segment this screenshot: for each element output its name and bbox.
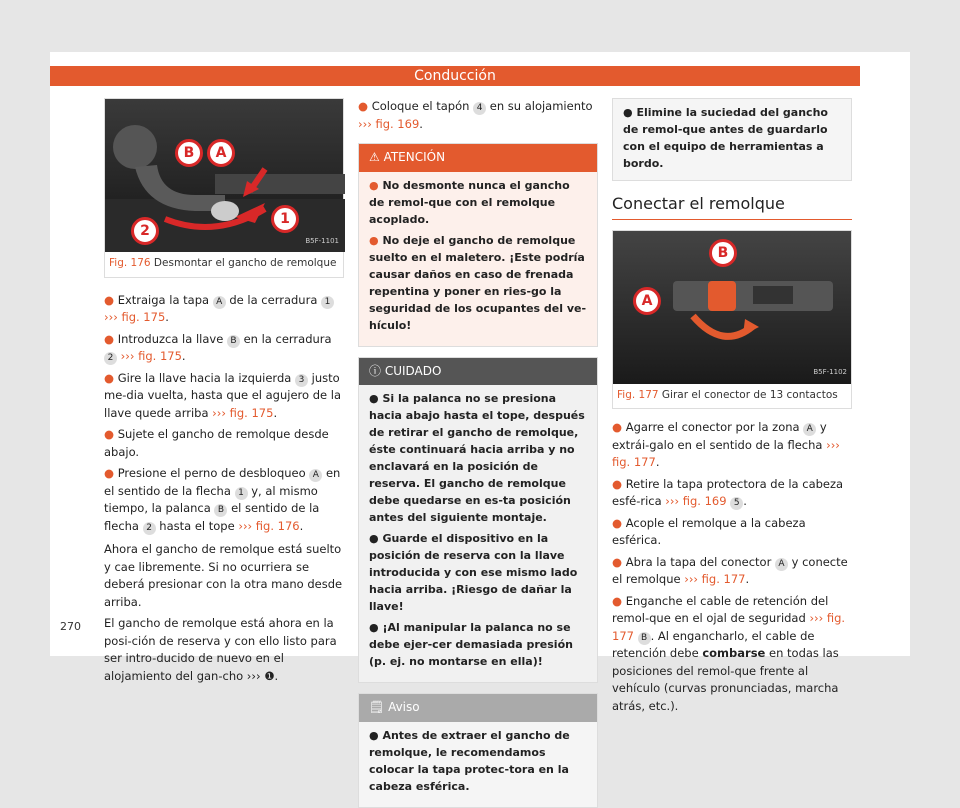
caution-title: ⓘ CUIDADO [359,358,597,386]
paragraph-2: El gancho de remolque está ahora en la posi-ción de reserva y con ello listo para ser intro-ducido de nuevo en el alojamiento del gan-cho ››› ❶. [104,616,337,683]
label-b: B [709,239,737,267]
figure-caption [105,252,343,277]
figure-caption-text: Desmontar el gancho de remolque [153,257,337,269]
label-b: B [175,139,203,167]
connector-illustration [613,231,851,384]
figure-number: Fig. 177 [617,388,659,401]
figure-code: B5F-1101 [305,236,339,245]
figure-177 [612,230,852,410]
caution-item: ● Si la palanca no se presiona hacia abajo hasta el tope, después de retirar el gancho de remolque, éste continuará hacia arriba y no enclavará en la posición de reserva. El gancho de remolque debe quedarse en es-ta posición antes del siguiente montaje. [369,392,585,524]
column-2 [358,98,598,808]
caution-box [358,357,598,684]
warning-icon: ⚠ [369,150,384,164]
label-a: A [633,287,661,315]
step-4: ● Sujete el gancho de remolque desde abajo. [104,427,329,459]
figure-caption-text: Girar el conector de 13 contactos [661,388,838,401]
note-icon: 🗒 [369,700,389,714]
link-fig-177[interactable]: fig. 177 [612,611,846,643]
step-plug: ● Coloque el tapón 4 en su alojamiento ››› fig. 169. [358,99,593,131]
environment-note: ● Elimine la suciedad del gancho de remol-que antes de guardarlo con el equipo de herramientas a bordo. [613,99,851,180]
label-2: 2 [131,217,159,245]
link-fig-177[interactable]: fig. 177 [612,455,656,469]
notice-box [358,693,598,808]
figure-176 [104,98,344,278]
paragraph-1: Ahora el gancho de remolque está suelto y cae libremente. Si no ocurriera se deberá presionar con la otra mano desde arriba. [104,542,343,609]
step-5: ● Enganche el cable de retención del remol-que en el ojal de seguridad ››› fig. 177 B . Al engancharlo, el cable de retención debe combarse en todas las posiciones del remol-que frente al vehículo (curvas pronunciadas, marcha atrás, etc.). [612,593,846,713]
environment-note-box [612,98,852,181]
link-fig-175[interactable]: fig. 175 [134,349,182,363]
figure-number: Fig. 176 [109,257,151,269]
notice-body [359,722,597,807]
caution-body [359,385,597,682]
steps-list [104,292,344,686]
caution-item: ● Guarde el dispositivo en la posición de reserva con la llave introducida y con ese mismo lado hacia arriba. ¡Riesgo de dañar la llave! [369,532,578,613]
caution-item: ● ¡Al manipular la palanca no se debe ejer-cer demasiada presión (p. ej. no montarse en ella)! [369,621,573,668]
warning-box [358,143,598,347]
page-number: 270 [60,620,81,633]
step-3: ● Gire la llave hacia la izquierda 3 justo me-dia vuelta, hasta que el agujero de la llave quede arriba ››› fig. 175. [104,370,341,420]
step-4: ● Abra la tapa del conector A y conecte el remolque ››› fig. 177. [612,554,848,586]
link-fig-175[interactable]: fig. 175 [117,310,166,324]
warning-item: ● No deje el gancho de remolque suelto en el maletero. ¡Este podría causar daños en caso de frenada repentina y poner en ries-go la seguridad de los ocupantes del ve-hículo! [369,233,587,332]
link-fig-177[interactable]: fig. 177 [698,572,746,586]
notice-item: ● Antes de extraer el gancho de remolque, le recomendamos colocar la tapa protec-tora en la cabeza esférica. [369,728,570,793]
info-circle-icon: ⓘ [369,363,385,378]
link-fig-169[interactable]: fig. 169 [679,494,727,508]
page-header: Conducción [50,66,860,86]
figure-caption [613,384,851,409]
link-fig-175[interactable]: fig. 175 [225,405,274,420]
warning-body [359,172,597,346]
steps-list [612,419,852,715]
step-3: ● Acople el remolque a la cabeza esférica. [612,515,806,547]
column-3 [612,98,852,719]
warning-title: ⚠ ATENCIÓN [359,144,597,172]
link-fig-176[interactable]: fig. 176 [252,518,300,533]
figure-code: B5F-1102 [813,368,847,376]
warning-item: ● No desmonte nunca el gancho de remol-que con el remolque acoplado. [369,178,570,226]
label-a: A [207,139,235,167]
section-title: Conectar el remolque [612,195,852,220]
step-5: ● Presione el perno de desbloqueo A en el sentido de la flecha 1 y, al mismo tiempo, la palanca B el sentido de la flecha 2 hasta el tope ››› fig. 176. [104,466,341,533]
step-1: ● Extraiga la tapa A de la cerradura 1 ››› fig. 175. [104,292,344,327]
step-2: ● Retire la tapa protectora de la cabeza esfé-rica ››› fig. 169 5 . [612,476,844,508]
step-1: ● Agarre el conector por la zona A y extrái-galo en el sentido de la flecha ››› fig. 177. [612,420,840,469]
link-fig-169[interactable]: fig. 169 [371,116,420,131]
notice-title: 🗒 Aviso [359,694,597,722]
column-1 [104,98,344,689]
step-2: ● Introduzca la llave B en la cerradura 2 ››› fig. 175. [104,331,332,363]
label-1: 1 [271,205,299,233]
tow-hook-illustration [105,99,343,252]
